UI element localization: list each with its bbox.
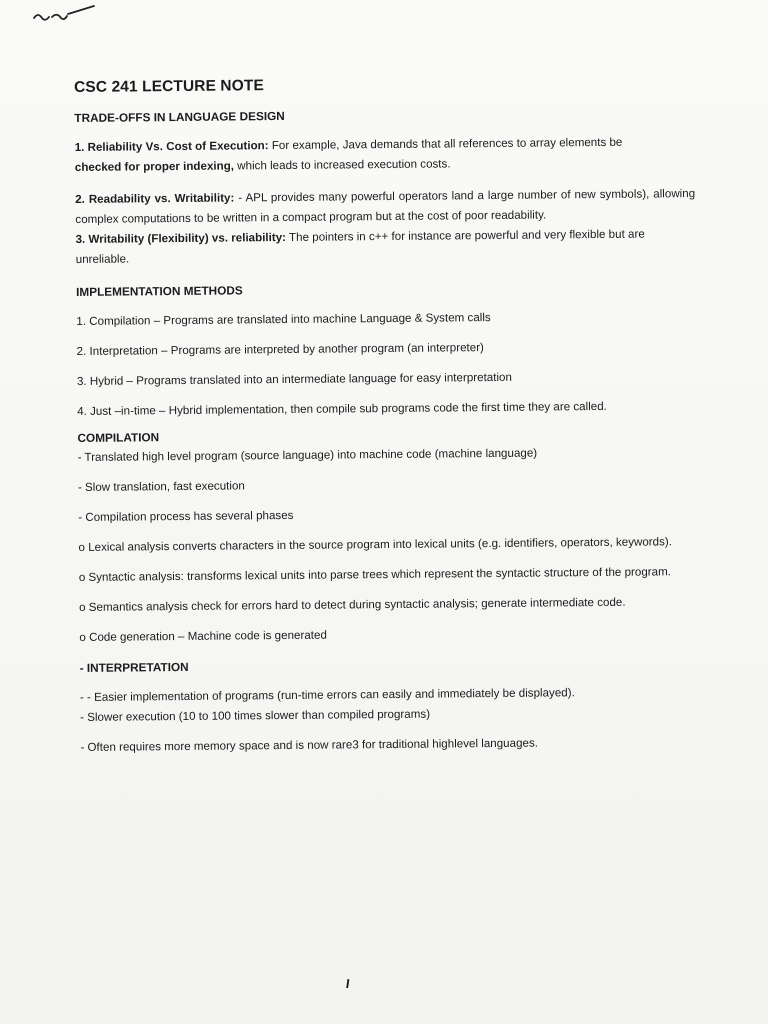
- compilation-phase-semantic: o Semantics analysis check for errors hard to detect during syntactic analysis; generate intermediate code.: [79, 595, 626, 614]
- tradeoff-item-1-label: 1. Reliability Vs. Cost of Execution:: [74, 139, 269, 154]
- tradeoff-item-1: [75, 132, 695, 178]
- implementation-item-2: 2. Interpretation – Programs are interpreted by another program (an interpreter): [76, 341, 484, 358]
- compilation-heading: COMPILATION: [77, 430, 160, 445]
- tradeoffs-heading: TRADE-OFFS IN LANGUAGE DESIGN: [74, 108, 285, 125]
- implementation-heading: IMPLEMENTATION METHODS: [75, 283, 243, 299]
- tradeoff-item-2-text: - APL provides many powerful operators land a large number of new symbols), allowing complex computations to be written in a compact program but at the cost of poor readability.: [75, 187, 696, 226]
- tradeoff-item-1-bold-cont: checked for proper indexing,: [74, 159, 235, 174]
- tradeoff-item-1-text-cont: which leads to increased execution costs.: [233, 157, 451, 173]
- compilation-phase-syntactic: o Syntactic analysis: transforms lexical units into parse trees which represent the syntactic structure of the program.: [78, 565, 672, 584]
- interpretation-bullet-2: - Slower execution (10 to 100 times slower than compiled programs): [80, 707, 431, 724]
- compilation-phase-codegen: o Code generation – Machine code is generated: [79, 628, 327, 644]
- tradeoff-item-2: [75, 184, 695, 230]
- handwritten-scribble: [30, 4, 100, 26]
- implementation-item-4: 4. Just –in-time – Hybrid implementation, then compile sub programs code the first time they are called.: [77, 399, 607, 418]
- document-title: CSC 241 LECTURE NOTE: [74, 77, 264, 96]
- tradeoff-item-3: [75, 224, 695, 270]
- tradeoff-item-3-label: 3. Writability (Flexibility) vs. reliability:: [75, 230, 287, 246]
- page-number: I: [344, 975, 351, 992]
- implementation-item-1: 1. Compilation – Programs are translated into machine Language & System calls: [76, 311, 491, 328]
- interpretation-bullet-1: - - Easier implementation of programs (run-time errors can easily and immediately be displayed).: [79, 686, 575, 704]
- compilation-bullet-2: - Slow translation, fast execution: [77, 479, 245, 494]
- compilation-bullet-1: - Translated high level program (source language) into machine code (machine language): [77, 446, 538, 464]
- tradeoff-item-2-label: 2. Readability vs. Writability:: [75, 191, 235, 206]
- tradeoff-item-1-text: For example, Java demands that all references to array elements be: [268, 135, 623, 153]
- implementation-item-3: 3. Hybrid – Programs translated into an intermediate language for easy interpretation: [76, 370, 512, 388]
- lecture-note-body: [74, 72, 700, 758]
- interpretation-bullet-3: - Often requires more memory space and is now rare3 for traditional highlevel languages.: [80, 736, 539, 754]
- compilation-bullet-3: - Compilation process has several phases: [78, 508, 294, 524]
- interpretation-heading: - INTERPRETATION: [79, 659, 189, 675]
- compilation-phase-lexical: o Lexical analysis converts characters in the source program into lexical units (e.g. identifiers, operators, keywords).: [78, 535, 673, 554]
- tradeoff-item-3-text: The pointers in c++ for instance are powerful and very flexible but are unreliable.: [75, 227, 645, 266]
